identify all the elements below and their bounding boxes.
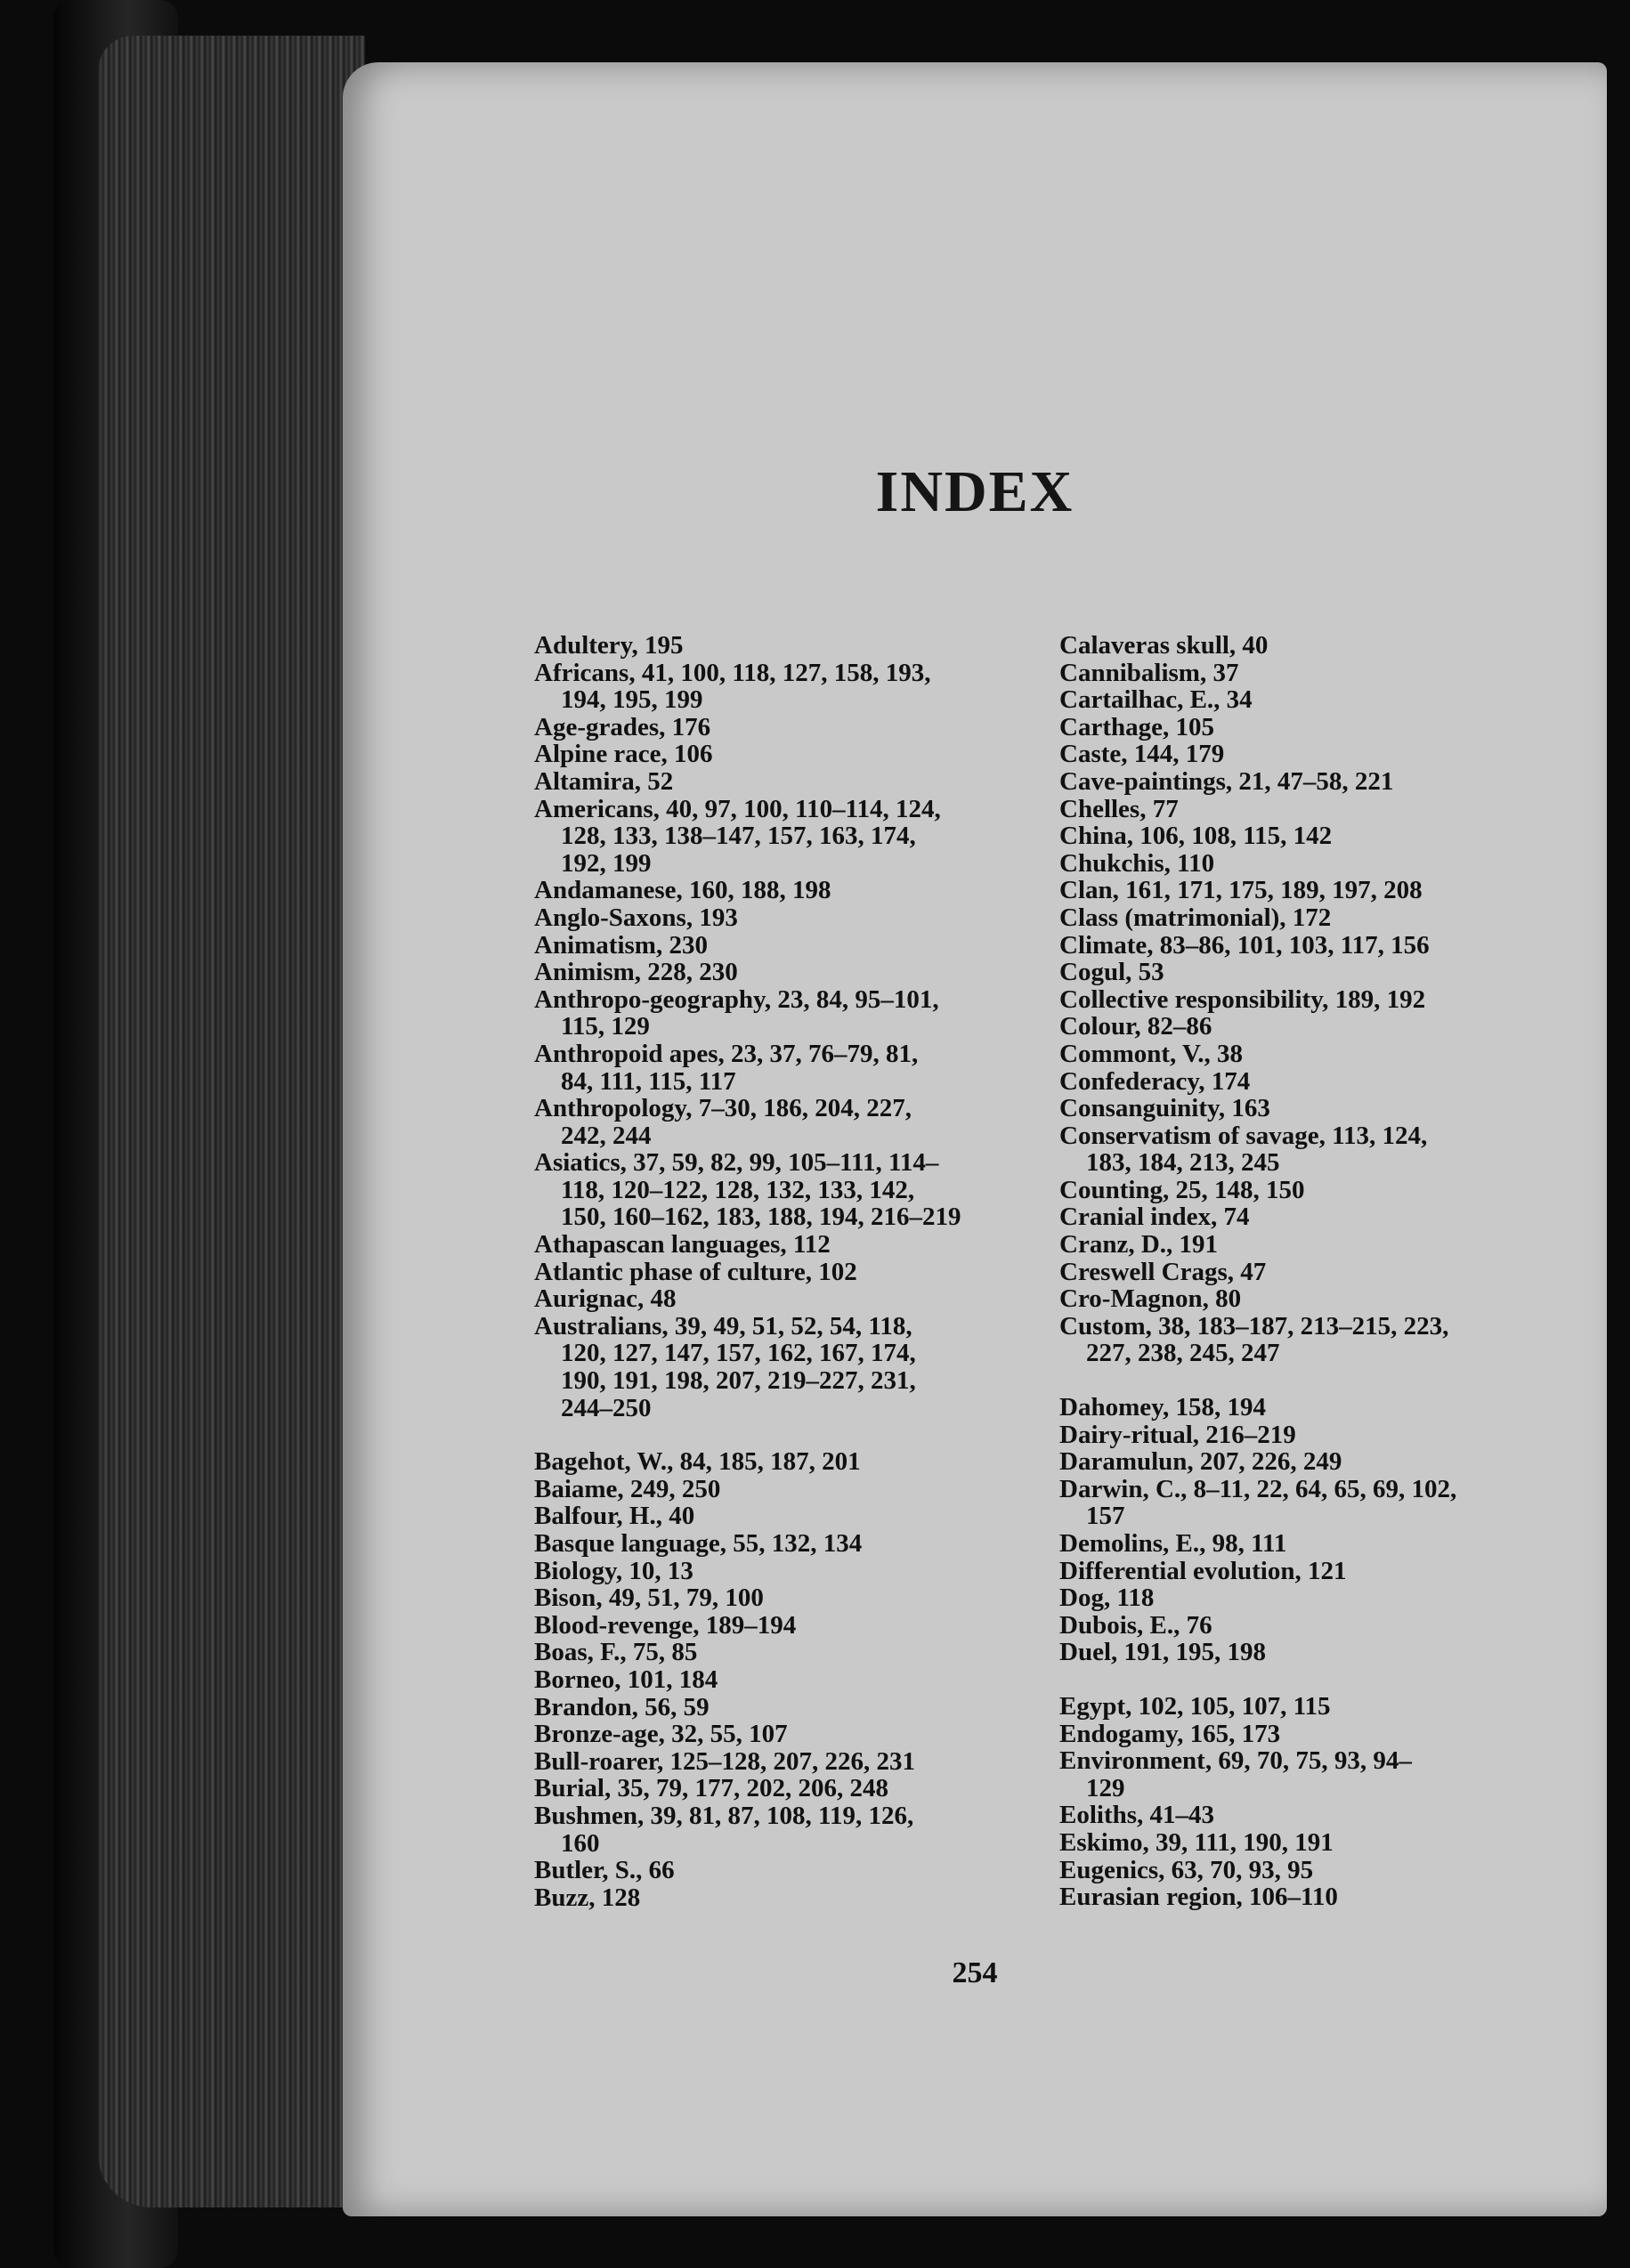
index-entry	[1059, 1095, 1585, 1122]
index-page	[343, 62, 1607, 2216]
index-entry	[534, 714, 1059, 741]
index-entry	[1059, 1476, 1585, 1530]
page-number: 254	[952, 1956, 998, 1989]
index-entry	[1059, 986, 1585, 1014]
index-entry-line: Consanguinity, 163	[1059, 1094, 1270, 1123]
index-entry-line: Adultery, 195	[534, 631, 684, 660]
index-entry	[534, 796, 1059, 878]
index-entry-line: Boas, F., 75, 85	[534, 1638, 698, 1667]
index-entry	[534, 1095, 1059, 1149]
index-entry-continuation: 157	[1086, 1502, 1125, 1531]
index-entry	[1059, 822, 1585, 850]
index-entry	[534, 1612, 1059, 1640]
index-entry	[1059, 1639, 1585, 1666]
index-entry	[1059, 1231, 1585, 1259]
index-entry-continuation: 115, 129	[561, 1012, 650, 1041]
index-entry-line: Commont, V., 38	[1059, 1039, 1243, 1068]
index-entry-line: Africans, 41, 100, 118, 127, 158, 193,	[534, 658, 931, 687]
index-entry-continuation: 84, 111, 115, 117	[561, 1066, 736, 1096]
index-entry-line: Bison, 49, 51, 79, 100	[534, 1584, 764, 1613]
index-entry-line: Cranial index, 74	[1059, 1203, 1250, 1232]
index-entry-line: Andamanese, 160, 188, 198	[534, 876, 831, 905]
index-entry	[1059, 1313, 1585, 1367]
section-gap	[534, 1422, 1059, 1448]
index-entry-line: Aurignac, 48	[534, 1284, 677, 1314]
index-entry	[1059, 1530, 1585, 1558]
index-entry-line: Clan, 161, 171, 175, 189, 197, 208	[1059, 876, 1423, 905]
page-edges	[98, 36, 365, 2207]
index-entry-line: Australians, 39, 49, 51, 52, 54, 118,	[534, 1311, 912, 1341]
index-entry	[534, 1884, 1059, 1912]
index-entry	[534, 1530, 1059, 1558]
index-entry-line: Carthage, 105	[1059, 712, 1214, 741]
index-entry	[534, 1721, 1059, 1748]
index-entry-line: Counting, 25, 148, 150	[1059, 1175, 1305, 1204]
index-entry-continuation: 120, 127, 147, 157, 162, 167, 174,	[561, 1339, 916, 1368]
index-entry-line: Egypt, 102, 105, 107, 115	[1059, 1691, 1331, 1721]
index-entry-line: Bull-roarer, 125–128, 207, 226, 231	[534, 1746, 916, 1776]
index-entry-line: Colour, 82–86	[1059, 1012, 1212, 1041]
index-entry	[1059, 1612, 1585, 1640]
section-gap	[1059, 1367, 1585, 1394]
index-entry	[1059, 1558, 1585, 1585]
index-entry	[534, 1231, 1059, 1259]
index-entry	[534, 1476, 1059, 1503]
index-entry-line: Cogul, 53	[1059, 958, 1164, 987]
index-entry-line: Endogamy, 165, 173	[1059, 1719, 1281, 1748]
index-entry	[1059, 1041, 1585, 1068]
index-entry-continuation: 190, 191, 198, 207, 219–227, 231,	[561, 1366, 916, 1396]
index-entry	[534, 768, 1059, 796]
index-entry-line: Dahomey, 158, 194	[1059, 1393, 1266, 1422]
index-entry-line: Collective responsibility, 189, 192	[1059, 984, 1426, 1014]
index-entry-line: Animatism, 230	[534, 930, 708, 960]
index-entry-line: Caste, 144, 179	[1059, 740, 1225, 769]
index-entry	[1059, 632, 1585, 660]
index-entry-line: Creswell Crags, 47	[1059, 1257, 1267, 1286]
index-entry-line: Darwin, C., 8–11, 22, 64, 65, 69, 102,	[1059, 1474, 1457, 1503]
index-column-left	[534, 632, 1059, 1911]
index-entry-line: Cannibalism, 37	[1059, 658, 1239, 687]
index-entry-line: Differential evolution, 121	[1059, 1556, 1347, 1585]
index-entry	[1059, 1259, 1585, 1286]
index-entry-continuation: 118, 120–122, 128, 132, 133, 142,	[561, 1175, 915, 1204]
index-entry	[1059, 1584, 1585, 1612]
index-entry	[1059, 686, 1585, 714]
index-entry-continuation: 242, 244	[561, 1121, 652, 1150]
index-entry	[1059, 1122, 1585, 1177]
index-entry	[534, 632, 1059, 660]
index-entry-line: Age-grades, 176	[534, 712, 711, 741]
index-entry-line: Bushmen, 39, 81, 87, 108, 119, 126,	[534, 1801, 914, 1830]
index-entry-line: Eskimo, 39, 111, 190, 191	[1059, 1827, 1334, 1857]
index-entry	[534, 986, 1059, 1041]
index-entry-line: Americans, 40, 97, 100, 110–114, 124,	[534, 794, 941, 823]
index-entry-continuation: 192, 199	[561, 848, 652, 878]
index-entry	[1059, 1747, 1585, 1802]
index-entry	[1059, 1068, 1585, 1096]
index-entry	[534, 1775, 1059, 1802]
index-entry	[534, 1584, 1059, 1612]
index-entry-continuation: 227, 238, 245, 247	[1086, 1339, 1280, 1368]
index-entry-line: Daramulun, 207, 226, 249	[1059, 1447, 1342, 1477]
index-entry-line: Buzz, 128	[534, 1883, 641, 1912]
index-entry	[534, 1259, 1059, 1286]
index-entry	[1059, 796, 1585, 823]
index-entry	[1059, 1177, 1585, 1204]
index-entry	[1059, 1448, 1585, 1476]
index-entry-line: Confederacy, 174	[1059, 1066, 1251, 1096]
index-entry	[1059, 1802, 1585, 1829]
index-entry	[534, 1802, 1059, 1857]
index-entry-line: Bronze-age, 32, 55, 107	[534, 1720, 788, 1749]
index-entry-line: Bagehot, W., 84, 185, 187, 201	[534, 1447, 861, 1477]
index-entry-line: Cartailhac, E., 34	[1059, 685, 1253, 715]
index-entry	[534, 1694, 1059, 1721]
index-entry-line: Eugenics, 63, 70, 93, 95	[1059, 1855, 1314, 1884]
index-entry	[1059, 1857, 1585, 1884]
index-entry	[534, 1041, 1059, 1095]
index-entry-line: Athapascan languages, 112	[534, 1230, 831, 1260]
index-entry	[1059, 1829, 1585, 1857]
index-entry-line: Baiame, 249, 250	[534, 1474, 721, 1503]
index-entry-line: Calaveras skull, 40	[1059, 631, 1269, 660]
index-entry-line: Anthropo-geography, 23, 84, 95–101,	[534, 984, 939, 1014]
index-entry-continuation: 244–250	[561, 1393, 652, 1422]
index-entry	[1059, 932, 1585, 960]
index-entry	[534, 932, 1059, 960]
index-entry	[1059, 850, 1585, 878]
index-entry	[1059, 660, 1585, 687]
index-entry-line: China, 106, 108, 115, 142	[1059, 822, 1333, 851]
index-entry	[1059, 904, 1585, 932]
index-entry	[1059, 1422, 1585, 1449]
index-entry-line: Dog, 118	[1059, 1584, 1155, 1613]
index-entry-line: Burial, 35, 79, 177, 202, 206, 248	[534, 1774, 888, 1803]
index-entry-line: Climate, 83–86, 101, 103, 117, 156	[1059, 930, 1430, 960]
index-entry-line: Animism, 228, 230	[534, 958, 738, 987]
index-entry	[1059, 877, 1585, 904]
index-entry-continuation: 128, 133, 138–147, 157, 163, 174,	[561, 822, 916, 851]
index-entry-continuation: 129	[1086, 1773, 1125, 1802]
index-entry	[534, 904, 1059, 932]
index-entry-line: Demolins, E., 98, 111	[1059, 1529, 1287, 1558]
index-entry-continuation: 194, 195, 199	[561, 685, 703, 715]
index-entry-line: Duel, 191, 195, 198	[1059, 1638, 1266, 1667]
page-title: INDEX	[875, 459, 1075, 524]
index-entry-line: Cro-Magnon, 80	[1059, 1284, 1242, 1314]
index-entry-line: Custom, 38, 183–187, 213–215, 223,	[1059, 1311, 1449, 1341]
index-entry	[534, 1558, 1059, 1585]
index-entry	[1059, 1721, 1585, 1748]
index-entry	[1059, 1394, 1585, 1422]
index-entry	[534, 1748, 1059, 1776]
index-entry	[534, 1285, 1059, 1313]
index-entry-line: Eurasian region, 106–110	[1059, 1883, 1338, 1912]
index-entry	[1059, 959, 1585, 986]
index-entry	[1059, 768, 1585, 796]
index-entry	[534, 660, 1059, 714]
index-entry	[1059, 741, 1585, 768]
index-entry-line: Basque language, 55, 132, 134	[534, 1529, 863, 1558]
index-entry-line: Alpine race, 106	[534, 740, 713, 769]
index-entry-continuation: 183, 184, 213, 245	[1086, 1148, 1280, 1178]
index-entry-line: Borneo, 101, 184	[534, 1665, 718, 1694]
index-entry	[534, 1149, 1059, 1231]
index-entry	[534, 1313, 1059, 1422]
index-entry	[534, 877, 1059, 904]
index-entry-line: Atlantic phase of culture, 102	[534, 1257, 857, 1286]
index-entry-line: Dairy-ritual, 216–219	[1059, 1420, 1296, 1449]
index-entry-line: Chukchis, 110	[1059, 848, 1215, 878]
index-entry-line: Anglo-Saxons, 193	[534, 903, 738, 932]
index-column-right	[1059, 632, 1585, 1911]
index-entry-line: Eoliths, 41–43	[1059, 1801, 1215, 1830]
index-entry-line: Altamira, 52	[534, 766, 674, 796]
index-entry-line: Cranz, D., 191	[1059, 1230, 1219, 1260]
index-entry	[534, 1639, 1059, 1666]
index-entry-line: Anthropoid apes, 23, 37, 76–79, 81,	[534, 1039, 919, 1068]
index-entry-line: Balfour, H., 40	[534, 1502, 695, 1531]
index-entry	[534, 959, 1059, 986]
index-entry	[1059, 1285, 1585, 1313]
index-entry	[1059, 714, 1585, 741]
index-entry-line: Conservatism of savage, 113, 124,	[1059, 1121, 1428, 1150]
index-entry	[534, 1448, 1059, 1476]
index-entry-line: Cave-paintings, 21, 47–58, 221	[1059, 766, 1394, 796]
index-entry-continuation: 150, 160–162, 183, 188, 194, 216–219	[561, 1203, 961, 1232]
index-entry-line: Environment, 69, 70, 75, 93, 94–	[1059, 1746, 1412, 1776]
index-entry-line: Brandon, 56, 59	[534, 1692, 710, 1721]
index-entry	[1059, 1203, 1585, 1231]
index-entry	[1059, 1883, 1585, 1911]
index-entry	[1059, 1693, 1585, 1721]
index-entry	[1059, 1013, 1585, 1041]
index-entry-line: Chelles, 77	[1059, 794, 1179, 823]
index-entry-line: Butler, S., 66	[534, 1856, 675, 1885]
index-entry-line: Class (matrimonial), 172	[1059, 903, 1332, 932]
index-entry	[534, 1857, 1059, 1884]
index-entry-line: Dubois, E., 76	[1059, 1610, 1212, 1640]
index-entry	[534, 1666, 1059, 1694]
index-entry	[534, 1503, 1059, 1530]
index-entry-line: Biology, 10, 13	[534, 1556, 693, 1585]
index-entry-continuation: 160	[561, 1828, 600, 1858]
index-entry-line: Anthropology, 7–30, 186, 204, 227,	[534, 1094, 912, 1123]
index-entry-line: Asiatics, 37, 59, 82, 99, 105–111, 114–	[534, 1148, 939, 1178]
index-entry-line: Blood-revenge, 189–194	[534, 1610, 797, 1640]
section-gap	[1059, 1666, 1585, 1693]
index-entry	[534, 741, 1059, 768]
